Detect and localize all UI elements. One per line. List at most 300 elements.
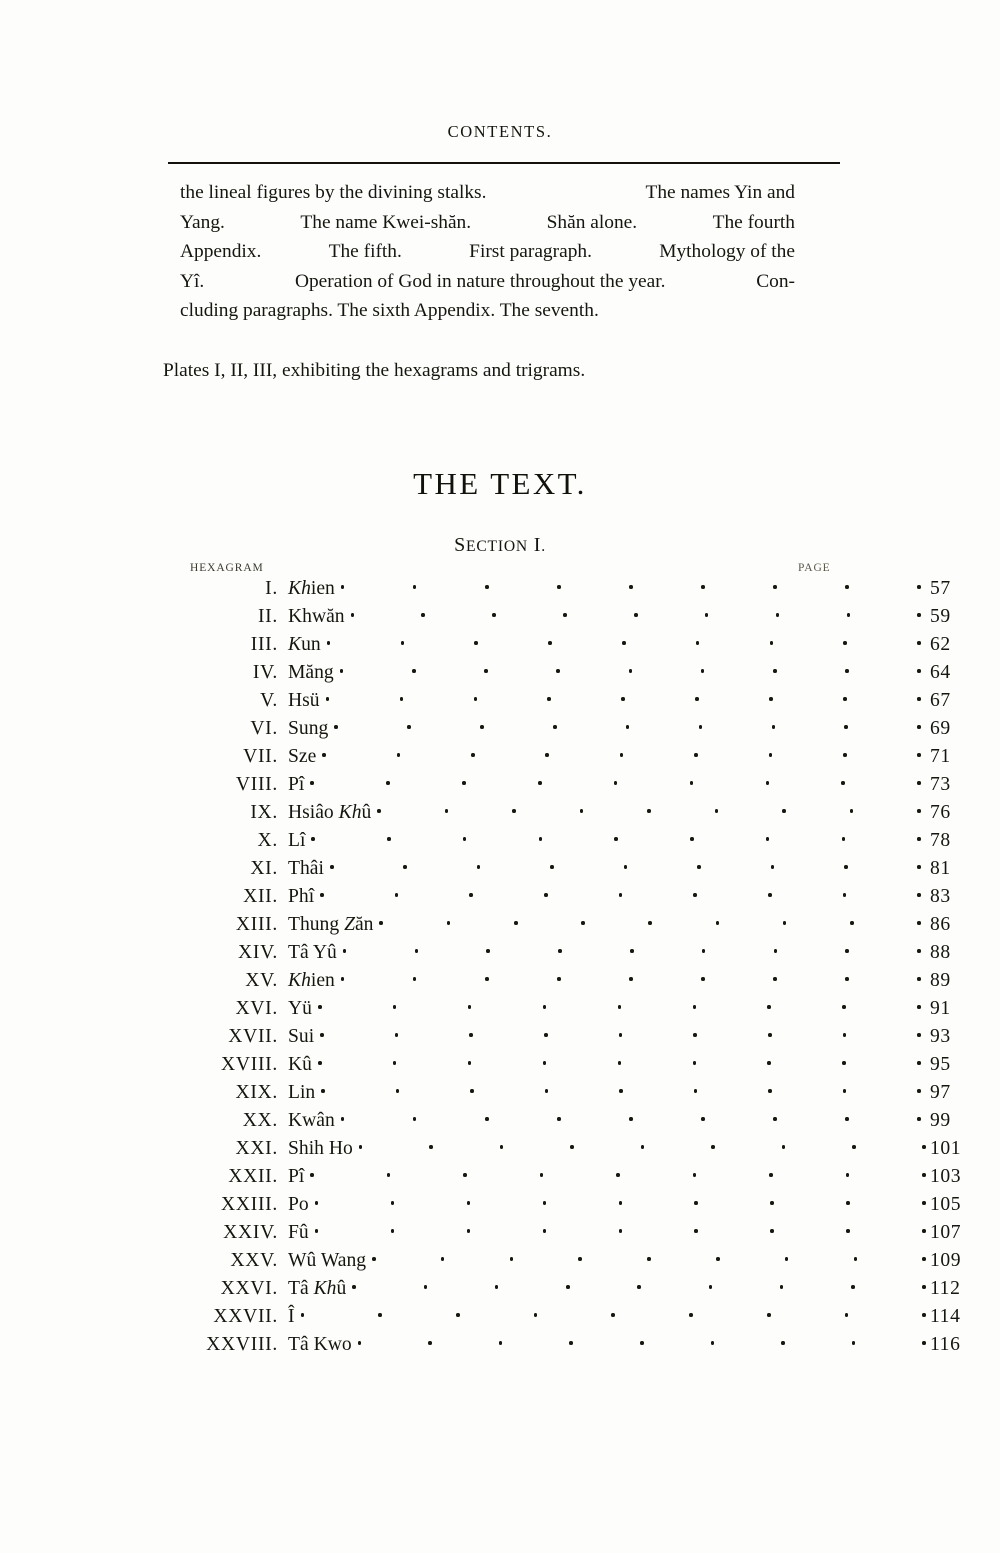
leader-dot <box>845 949 849 953</box>
entry-numeral: VI. <box>250 718 278 739</box>
intro-sentence: the lineal figures by the divining stalks. <box>180 182 487 203</box>
leader-dot <box>701 1117 705 1121</box>
leader-dot <box>854 1257 858 1261</box>
leader-dot <box>715 809 719 813</box>
entry-title-roman: Kû <box>288 1054 312 1075</box>
leader-dots <box>341 966 921 986</box>
leader-dot <box>379 921 383 925</box>
entry-title <box>278 774 304 796</box>
entry-title <box>278 718 328 740</box>
leader-dot <box>469 1033 473 1037</box>
entry-title-roman: Yü <box>288 998 312 1019</box>
leader-dot <box>695 697 699 701</box>
leader-dot <box>846 1229 850 1233</box>
leader-dot <box>563 613 567 617</box>
leader-dot <box>782 809 786 813</box>
leader-dots <box>327 630 921 650</box>
leader-dot <box>484 669 488 673</box>
leader-dot <box>547 697 551 701</box>
leader-dot <box>543 1201 547 1205</box>
entry-numeral: II. <box>257 606 278 627</box>
leader-dot <box>334 725 338 729</box>
entry-title-roman: Thâi <box>288 858 324 879</box>
leader-dot <box>634 613 638 617</box>
leader-dot <box>413 977 417 981</box>
toc-entry-row[interactable] <box>0 714 1000 742</box>
leader-dot <box>462 781 466 785</box>
entry-numeral: XXVII. <box>213 1306 278 1327</box>
toc-entry-list <box>0 574 1000 1358</box>
leader-dots <box>311 826 921 846</box>
toc-entry-row[interactable] <box>0 1162 1000 1190</box>
entry-title-roman: Phî <box>288 886 315 907</box>
intro-sentence: The name Kwei-shăn. <box>300 211 472 233</box>
leader-dot <box>428 1341 432 1345</box>
leader-dot <box>917 669 921 673</box>
entry-numeral: III. <box>250 634 278 655</box>
entry-title <box>278 942 337 964</box>
entry-title <box>278 1138 353 1160</box>
entry-title-italic: Kh <box>288 970 311 991</box>
leader-dot <box>842 837 846 841</box>
entry-page-number: 91 <box>930 998 951 1019</box>
leader-dots <box>301 1302 926 1322</box>
leader-dot <box>619 1089 623 1093</box>
entry-title-roman: Thung <box>288 914 345 935</box>
column-header-page: PAGE <box>798 562 831 574</box>
leader-dots <box>318 994 921 1014</box>
entry-title-roman: Kwân <box>288 1110 335 1131</box>
entry-title <box>278 1110 335 1132</box>
toc-entry-row[interactable] <box>0 1078 1000 1106</box>
toc-entry-row[interactable] <box>0 630 1000 658</box>
leader-dot <box>340 669 344 673</box>
entry-numeral: X. <box>257 830 278 851</box>
entry-title-tail: û <box>361 802 372 823</box>
toc-entry-row[interactable] <box>0 1190 1000 1218</box>
entry-title <box>278 858 324 880</box>
leader-dot <box>696 641 700 645</box>
section-heading <box>0 534 1000 557</box>
leader-dot <box>301 1313 305 1317</box>
leader-dot <box>917 1033 921 1037</box>
leader-dot <box>852 1145 856 1149</box>
leader-dot <box>393 1005 397 1009</box>
leader-dots <box>318 1050 921 1070</box>
entry-numeral: XIV. <box>238 942 278 963</box>
leader-dots <box>320 1022 921 1042</box>
leader-dot <box>391 1229 395 1233</box>
entry-numeral: V. <box>260 690 278 711</box>
leader-dot <box>387 837 391 841</box>
leader-dot <box>766 781 770 785</box>
leader-dot <box>845 1117 849 1121</box>
toc-entry-row[interactable] <box>0 1134 1000 1162</box>
entry-page-number: 86 <box>930 914 951 935</box>
leader-dot <box>377 809 381 813</box>
leader-dot <box>770 1229 774 1233</box>
toc-entry-row[interactable] <box>0 658 1000 686</box>
leader-dot <box>783 921 787 925</box>
toc-entry-row[interactable] <box>0 1050 1000 1078</box>
toc-entry-row[interactable] <box>0 1106 1000 1134</box>
leader-dot <box>499 1341 503 1345</box>
intro-sentence: The fourth <box>712 211 795 233</box>
section-heading-period: . <box>541 538 546 555</box>
leader-dot <box>558 949 562 953</box>
entry-title-italic: K <box>288 634 302 655</box>
intro-line <box>180 208 795 238</box>
entry-numeral: XIX. <box>235 1082 278 1103</box>
toc-entry-row[interactable] <box>0 854 1000 882</box>
intro-paragraph <box>180 178 795 326</box>
entry-numeral: XI. <box>250 858 278 879</box>
leader-dot <box>917 977 921 981</box>
leader-dot <box>539 837 543 841</box>
entry-title-roman: Hsü <box>288 690 320 711</box>
leader-dot <box>359 1145 363 1149</box>
leader-dot <box>922 1257 926 1261</box>
leader-dot <box>486 949 490 953</box>
entry-title-roman: Shih Ho <box>288 1138 353 1159</box>
leader-dots <box>352 1274 926 1294</box>
leader-dot <box>845 977 849 981</box>
entry-title-roman: Wû Wang <box>288 1250 367 1271</box>
leader-dot <box>621 697 625 701</box>
leader-dot <box>693 1173 697 1177</box>
leader-dot <box>842 1005 846 1009</box>
leader-dot <box>387 1173 391 1177</box>
entry-title <box>278 1250 366 1272</box>
leader-dots <box>320 882 921 902</box>
leader-dot <box>618 1061 622 1065</box>
intro-line <box>180 237 795 267</box>
leader-dot <box>922 1145 926 1149</box>
leader-dot <box>534 1313 538 1317</box>
entry-title-roman: Hsiâo <box>288 802 339 823</box>
leader-dot <box>843 1089 847 1093</box>
leader-dot <box>773 669 777 673</box>
leader-dot <box>352 1285 356 1289</box>
entry-numeral: XXVIII. <box>206 1334 278 1355</box>
toc-entry-row[interactable] <box>0 826 1000 854</box>
leader-dot <box>647 809 651 813</box>
leader-dot <box>619 893 623 897</box>
intro-sentence: Appendix. <box>180 241 262 262</box>
leader-dot <box>780 1285 784 1289</box>
leader-dot <box>917 781 921 785</box>
toc-entry-row[interactable] <box>0 686 1000 714</box>
header-rule <box>168 162 840 164</box>
leader-dot <box>320 893 324 897</box>
leader-dot <box>326 697 330 701</box>
leader-dot <box>624 865 628 869</box>
entry-title-roman: Pî <box>288 1166 305 1187</box>
entry-title-italic: Kh <box>338 802 362 823</box>
leader-dot <box>424 1285 428 1289</box>
entry-page-number: 67 <box>930 690 951 711</box>
entry-title-roman: Sung <box>288 718 329 739</box>
leader-dots <box>322 742 921 762</box>
leader-dot <box>358 1341 362 1345</box>
leader-dot <box>544 893 548 897</box>
leader-dot <box>570 1145 574 1149</box>
entry-page-number: 76 <box>930 802 951 823</box>
entry-title-roman: Măng <box>288 662 334 683</box>
leader-dots <box>377 798 921 818</box>
leader-dot <box>330 865 334 869</box>
leader-dot <box>917 585 921 589</box>
leader-dot <box>553 725 557 729</box>
leader-dot <box>310 781 314 785</box>
leader-dot <box>697 865 701 869</box>
entry-title-roman: Tâ <box>288 1278 314 1299</box>
leader-dot <box>773 1117 777 1121</box>
leader-dot <box>846 1173 850 1177</box>
leader-dot <box>467 1229 471 1233</box>
entry-title <box>278 914 373 936</box>
entry-numeral: I. <box>265 578 278 599</box>
leader-dot <box>447 921 451 925</box>
entry-numeral: XXIII. <box>221 1194 278 1215</box>
entry-title-italic: Kh <box>288 578 311 599</box>
entry-title <box>278 998 312 1020</box>
entry-title <box>278 1334 352 1356</box>
entry-title <box>278 1166 304 1188</box>
leader-dot <box>693 1033 697 1037</box>
leader-dot <box>917 613 921 617</box>
leader-dot <box>782 1145 786 1149</box>
leader-dot <box>485 977 489 981</box>
leader-dots <box>310 1162 926 1182</box>
leader-dot <box>630 949 634 953</box>
leader-dot <box>566 1285 570 1289</box>
leader-dot <box>773 585 777 589</box>
toc-entry-row[interactable] <box>0 1274 1000 1302</box>
toc-entry-row[interactable] <box>0 1302 1000 1330</box>
leader-dot <box>557 585 561 589</box>
toc-entry-row[interactable] <box>0 1218 1000 1246</box>
leader-dot <box>315 1201 319 1205</box>
leader-dot <box>694 1089 698 1093</box>
intro-sentence: First paragraph. <box>469 241 592 262</box>
leader-dot <box>619 1229 623 1233</box>
leader-dot <box>841 781 845 785</box>
leader-dot <box>842 1061 846 1065</box>
leader-dot <box>441 1257 445 1261</box>
entry-numeral: XX. <box>242 1110 278 1131</box>
leader-dot <box>456 1313 460 1317</box>
leader-dot <box>468 1061 472 1065</box>
leader-dot <box>922 1229 926 1233</box>
leader-dot <box>767 1061 771 1065</box>
entry-page-number: 64 <box>930 662 951 683</box>
leader-dot <box>785 1257 789 1261</box>
leader-dots <box>326 686 921 706</box>
entry-title-roman: Lî <box>288 830 306 851</box>
leader-dot <box>343 949 347 953</box>
toc-entry-row[interactable] <box>0 742 1000 770</box>
leader-dot <box>386 781 390 785</box>
leader-dot <box>843 1033 847 1037</box>
toc-entry-row[interactable] <box>0 574 1000 602</box>
leader-dot <box>716 1257 720 1261</box>
leader-dot <box>922 1201 926 1205</box>
leader-dot <box>468 1005 472 1009</box>
intro-sentence: The names Yin and <box>645 182 795 203</box>
entry-page-number: 59 <box>930 606 951 627</box>
leader-dot <box>467 1201 471 1205</box>
entry-title-tail: ien <box>310 578 335 599</box>
toc-entry-row[interactable] <box>0 966 1000 994</box>
entry-title-roman: Pî <box>288 774 305 795</box>
leader-dot <box>850 809 854 813</box>
entry-page-number: 95 <box>930 1054 951 1075</box>
running-head: CONTENTS. <box>447 122 553 141</box>
leader-dot <box>917 1061 921 1065</box>
leader-dot <box>557 977 561 981</box>
leader-dot <box>701 585 705 589</box>
toc-entry-row[interactable] <box>0 1330 1000 1358</box>
intro-sentence: Con- <box>756 270 795 292</box>
leader-dot <box>770 1201 774 1205</box>
leader-dot <box>917 893 921 897</box>
leader-dot <box>922 1341 926 1345</box>
leader-dot <box>395 1033 399 1037</box>
leader-dot <box>474 697 478 701</box>
entry-title-tail: un <box>301 634 321 655</box>
leader-dot <box>640 1341 644 1345</box>
leader-dot <box>611 1313 615 1317</box>
leader-dot <box>773 977 777 981</box>
leader-dot <box>620 753 624 757</box>
leader-dot <box>474 641 478 645</box>
leader-dot <box>917 641 921 645</box>
leader-dot <box>771 865 775 869</box>
leader-dot <box>922 1173 926 1177</box>
leader-dot <box>767 1005 771 1009</box>
leader-dot <box>341 585 345 589</box>
leader-dot <box>544 1033 548 1037</box>
leader-dot <box>429 1145 433 1149</box>
toc-entry-row[interactable] <box>0 1246 1000 1274</box>
entry-numeral: XXI. <box>235 1138 278 1159</box>
leader-dots <box>321 1078 921 1098</box>
toc-entry-row[interactable] <box>0 1022 1000 1050</box>
leader-dot <box>581 921 585 925</box>
leader-dot <box>469 893 473 897</box>
toc-entry-row[interactable] <box>0 770 1000 798</box>
leader-dot <box>702 949 706 953</box>
leader-dots <box>341 574 921 594</box>
leader-dot <box>648 921 652 925</box>
entry-title-italic: Kh <box>313 1278 337 1299</box>
leader-dots <box>343 938 921 958</box>
leader-dots <box>340 658 921 678</box>
leader-dot <box>768 1089 772 1093</box>
leader-dot <box>711 1341 715 1345</box>
leader-dot <box>917 753 921 757</box>
table-of-contents <box>0 562 1000 1355</box>
leader-dot <box>701 977 705 981</box>
leader-dot <box>705 613 709 617</box>
leader-dots <box>358 1330 926 1350</box>
entry-title <box>278 662 334 684</box>
leader-dot <box>413 1117 417 1121</box>
leader-dot <box>372 1257 376 1261</box>
entry-numeral: VIII. <box>235 774 278 795</box>
intro-sentence: The fifth. <box>328 241 402 262</box>
toc-entry-row[interactable] <box>0 938 1000 966</box>
leader-dot <box>917 837 921 841</box>
leader-dot <box>766 837 770 841</box>
leader-dot <box>843 641 847 645</box>
entry-page-number: 88 <box>930 942 951 963</box>
toc-entry-row[interactable] <box>0 602 1000 630</box>
leader-dot <box>310 1173 314 1177</box>
intro-line <box>180 178 795 208</box>
intro-sentence: Shăn alone. <box>546 211 638 233</box>
leader-dot <box>485 1117 489 1121</box>
entry-title <box>278 606 345 628</box>
leader-dot <box>843 893 847 897</box>
entry-title <box>278 1222 309 1244</box>
entry-title-roman: Tâ Yû <box>288 942 337 963</box>
toc-entry-row[interactable] <box>0 994 1000 1022</box>
leader-dot <box>614 837 618 841</box>
leader-dot <box>543 1005 547 1009</box>
leader-dot <box>917 921 921 925</box>
entry-numeral: XXIV. <box>223 1222 278 1243</box>
leader-dot <box>580 809 584 813</box>
leader-dot <box>470 1089 474 1093</box>
entry-numeral: XV. <box>245 970 278 991</box>
toc-entry-row[interactable] <box>0 882 1000 910</box>
entry-title-tail: ien <box>310 970 335 991</box>
toc-entry-row[interactable] <box>0 910 1000 938</box>
column-header-hexagram: HEXAGRAM <box>190 562 264 574</box>
leader-dot <box>776 613 780 617</box>
leader-dot <box>618 1005 622 1009</box>
leader-dot <box>917 725 921 729</box>
leader-dot <box>512 809 516 813</box>
entry-numeral: VII. <box>243 746 278 767</box>
toc-entry-row[interactable] <box>0 798 1000 826</box>
leader-dot <box>774 949 778 953</box>
entry-page-number: 81 <box>930 858 951 879</box>
leader-dot <box>311 837 315 841</box>
intro-sentence: Mythology of the <box>659 241 795 262</box>
leader-dot <box>917 1117 921 1121</box>
leader-dot <box>769 1173 773 1177</box>
leader-dot <box>845 1313 849 1317</box>
leader-dot <box>709 1285 713 1289</box>
leader-dot <box>689 1313 693 1317</box>
leader-dot <box>770 641 774 645</box>
entry-title-roman: Sui <box>288 1026 315 1047</box>
leader-dot <box>711 1145 715 1149</box>
leader-dot <box>917 697 921 701</box>
leader-dot <box>327 641 331 645</box>
leader-dot <box>768 1033 772 1037</box>
entry-title-roman: Tâ Kwo <box>288 1334 352 1355</box>
entry-title <box>278 1306 295 1328</box>
leader-dot <box>322 753 326 757</box>
leader-dot <box>540 1173 544 1177</box>
leader-dot <box>917 809 921 813</box>
entry-page-number: 93 <box>930 1026 951 1047</box>
entry-title <box>278 830 305 852</box>
